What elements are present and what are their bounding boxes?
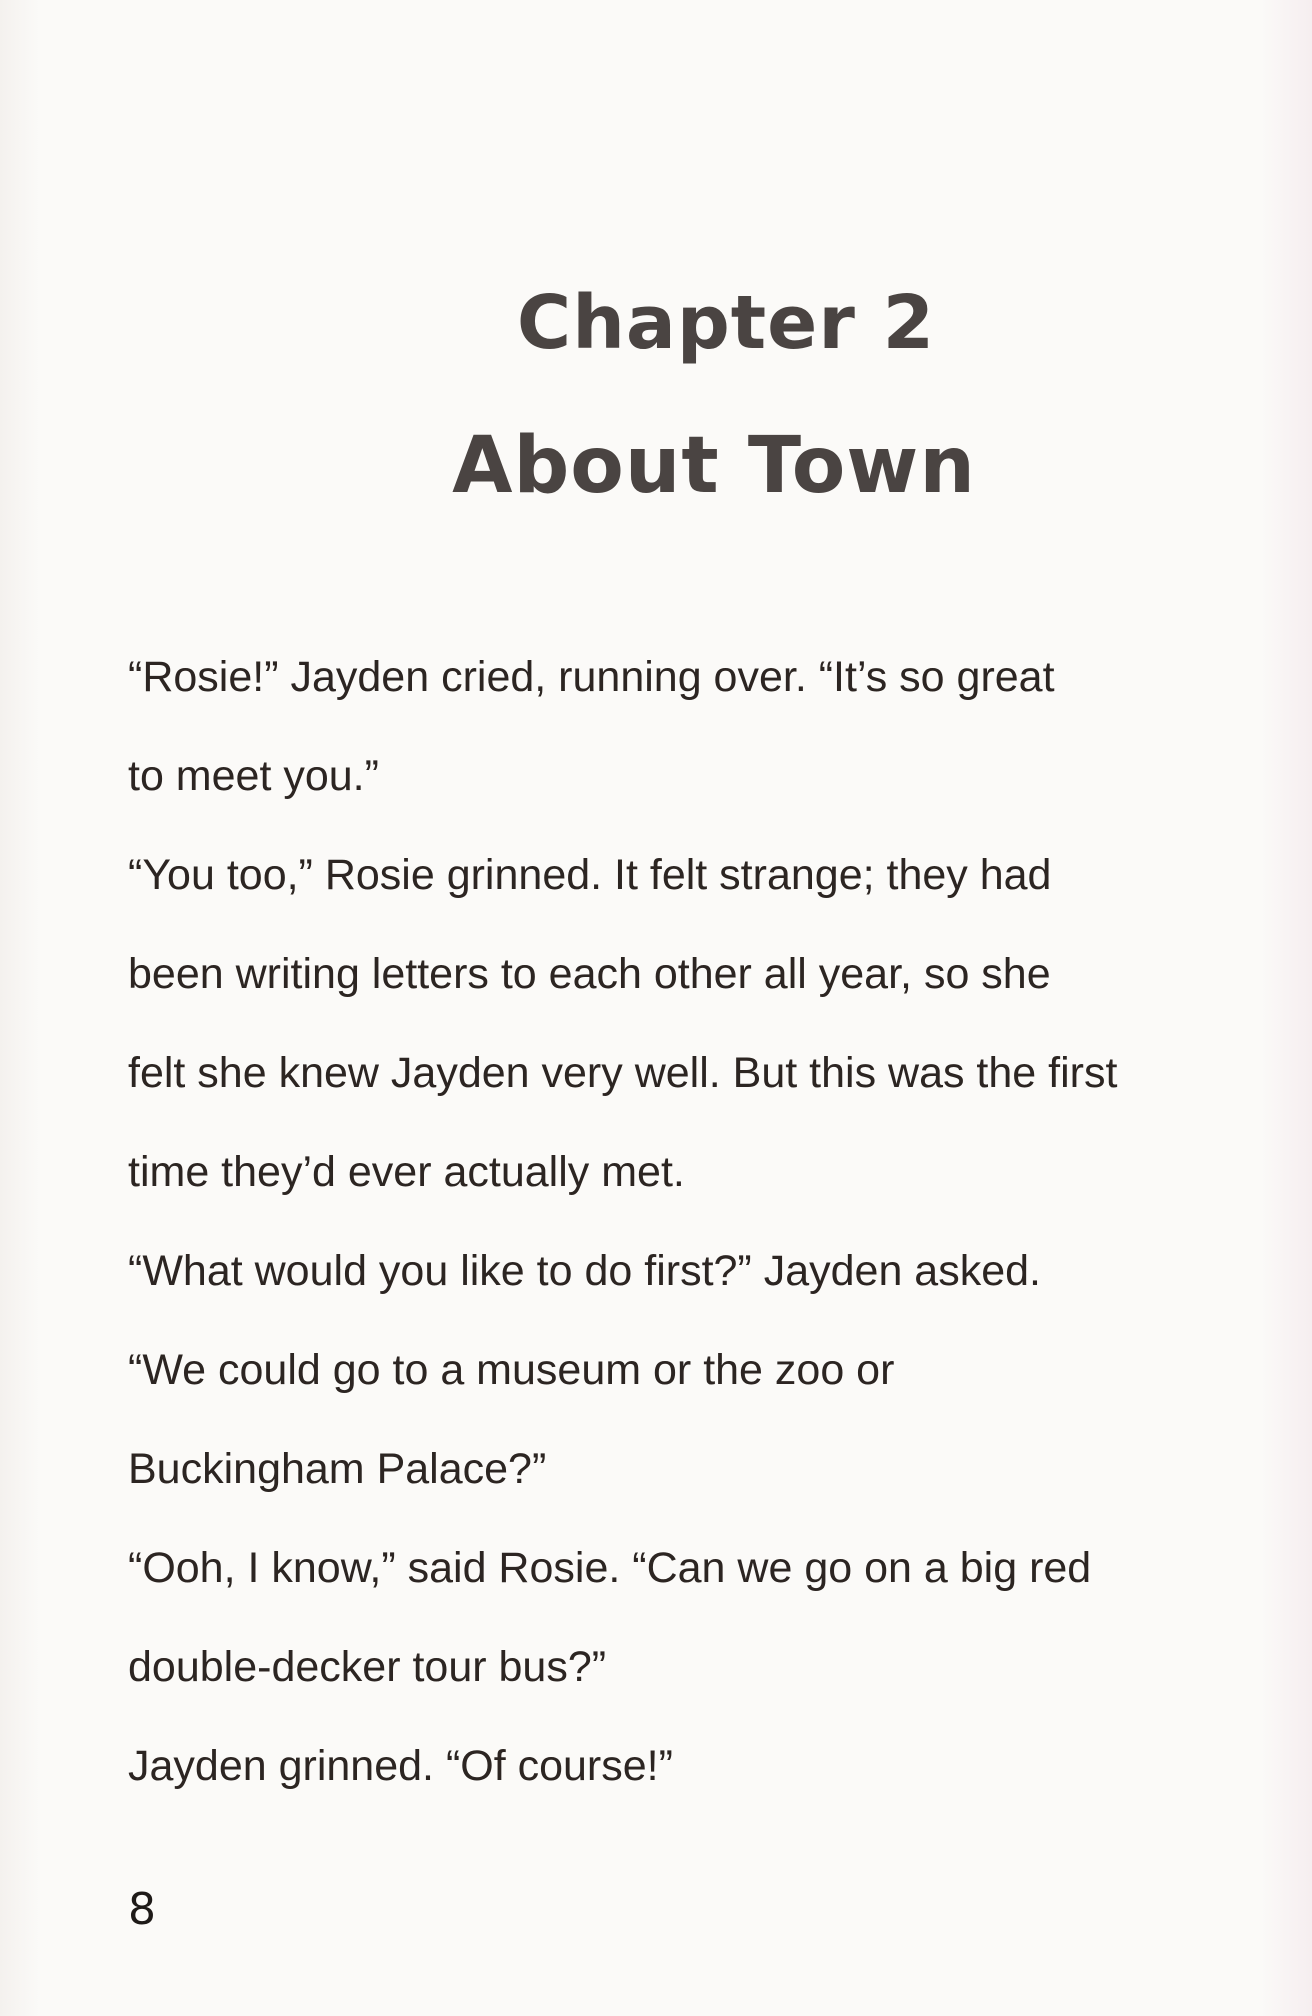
text-line: time they’d ever actually met.	[128, 1148, 685, 1196]
text-line: double-decker tour bus?”	[128, 1643, 607, 1691]
story-text	[128, 628, 1248, 1816]
text-line: “What would you like to do first?” Jayden asked.	[128, 1247, 1041, 1295]
text-line: to meet you.”	[128, 752, 379, 800]
text-line: Jayden grinned. “Of course!”	[128, 1742, 673, 1790]
text-line: “Ooh, I know,” said Rosie. “Can we go on a big red	[128, 1544, 1092, 1592]
chapter-number: Chapter 2	[516, 280, 936, 366]
text-line: “You too,” Rosie grinned. It felt strange; they had	[128, 851, 1052, 899]
text-line: felt she knew Jayden very well. But this was the first	[128, 1049, 1118, 1097]
text-line: been writing letters to each other all year, so she	[128, 950, 1051, 998]
text-line: “Rosie!” Jayden cried, running over. “It’s so great	[128, 653, 1055, 701]
chapter-title: About Town	[452, 421, 976, 511]
text-line: Buckingham Palace?”	[128, 1445, 547, 1493]
text-line: “We could go to a museum or the zoo or	[128, 1346, 895, 1394]
page-number: 8	[128, 1884, 156, 1935]
